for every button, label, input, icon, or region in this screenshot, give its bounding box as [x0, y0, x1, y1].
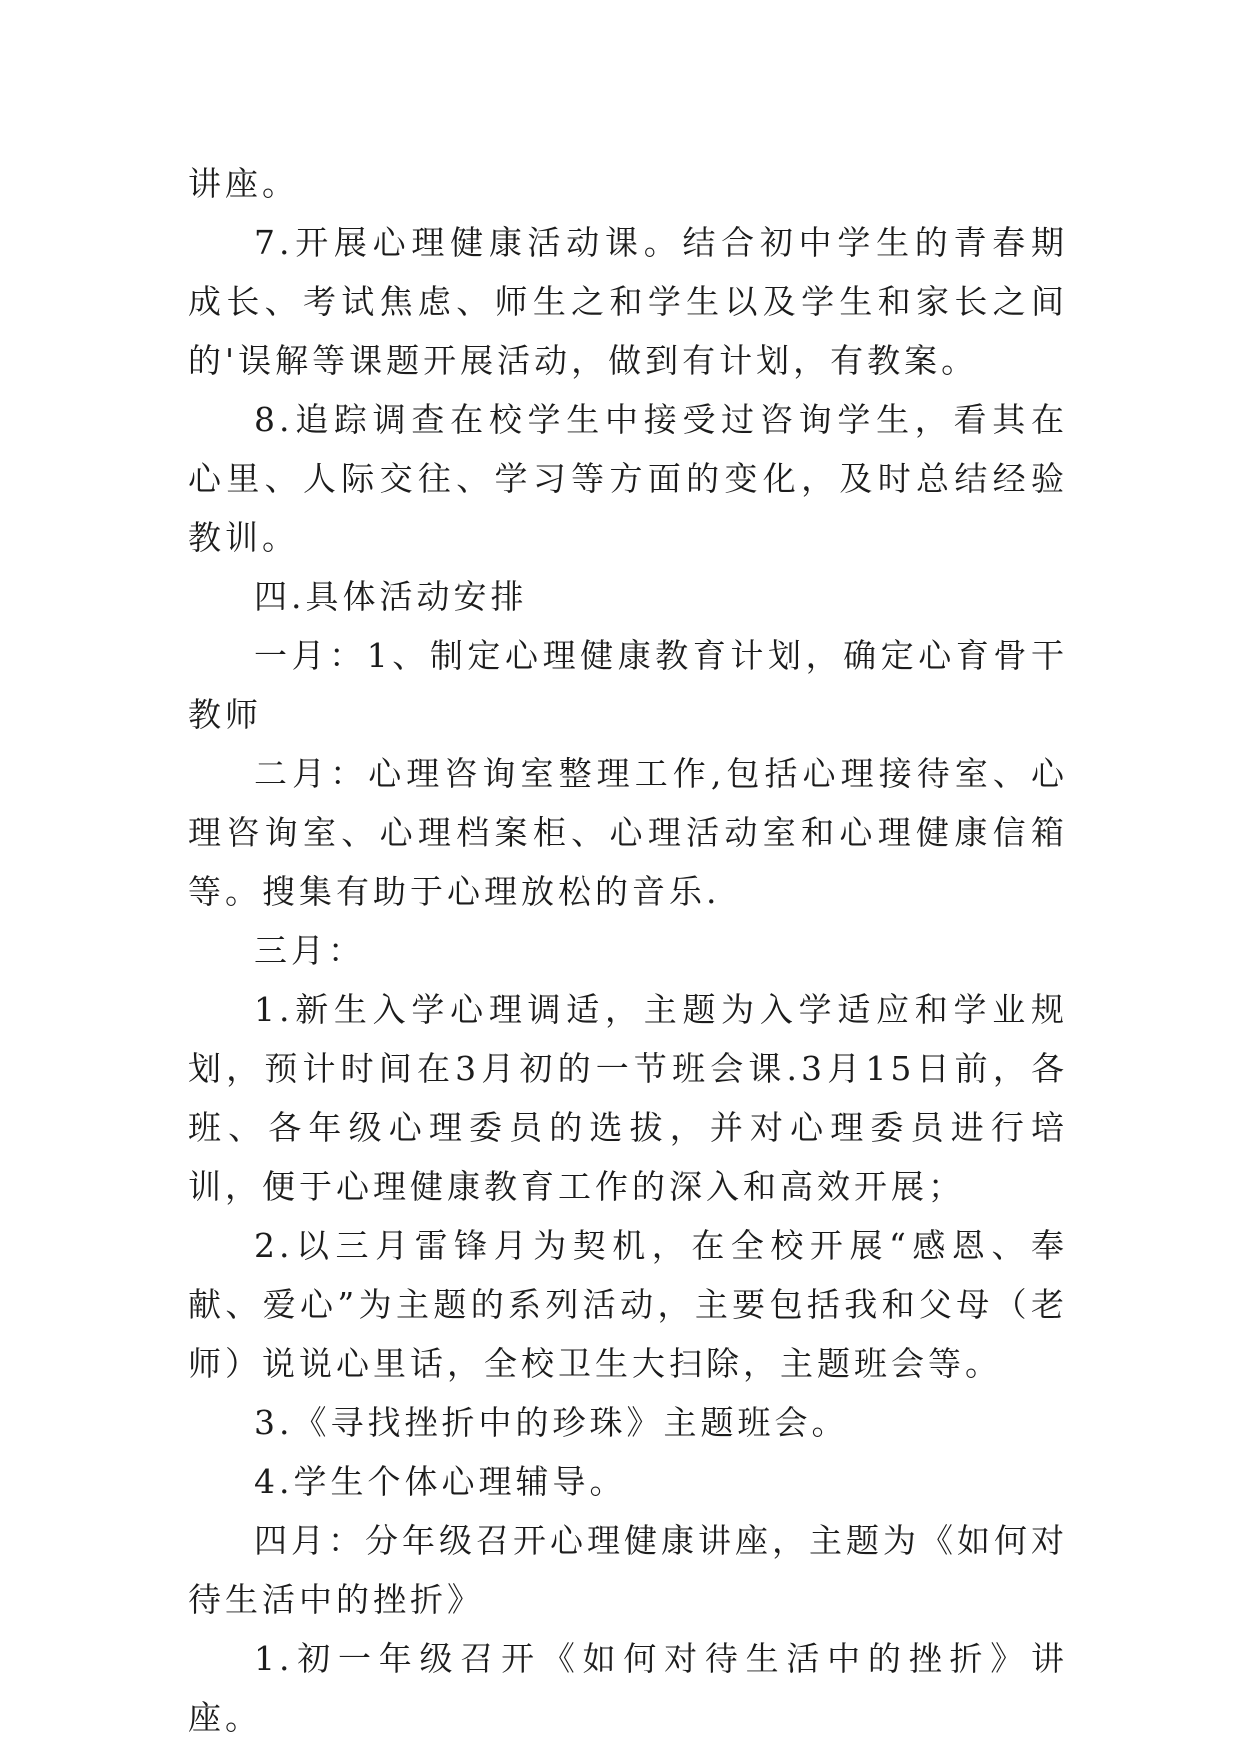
document-body [188, 154, 1068, 1747]
paragraph-march-item-4: 4.学生个体心理辅导。 [254, 1462, 627, 1501]
paragraph-item-7: 7.开展心理健康活动课。结合初中学生的青春期成长、考试焦虑、师生之和学生以及学生和家长之间的'误解等课题开展活动，做到有计划，有教案。 [188, 223, 1068, 380]
paragraph-march-heading: 三月： [254, 931, 365, 970]
paragraph-march-item-1: 1.新生入学心理调适，主题为入学适应和学业规划，预计时间在3月初的一节班会课.3月15日前，各班、各年级心理委员的选拔，并对心理委员进行培训，便于心理健康教育工作的深入和高效开展； [188, 990, 1068, 1206]
paragraph-march-item-2: 2.以三月雷锋月为契机，在全校开展“感恩、奉献、爱心”为主题的系列活动，主要包括我和父母（老师）说说心里话，全校卫生大扫除，主题班会等。 [188, 1226, 1068, 1383]
paragraph-lecture-end: 讲座。 [188, 164, 299, 203]
paragraph-february: 二月：心理咨询室整理工作,包括心理接待室、心理咨询室、心理档案柜、心理活动室和心理健康信箱等。搜集有助于心理放松的音乐. [188, 754, 1068, 911]
paragraph-march-item-3: 3.《寻找挫折中的珍珠》主题班会。 [254, 1403, 849, 1442]
section-heading-activities: 四.具体活动安排 [254, 577, 528, 616]
paragraph-item-8: 8.追踪调查在校学生中接受过咨询学生，看其在心里、人际交往、学习等方面的变化，及时总结经验教训。 [188, 400, 1068, 557]
paragraph-april: 四月：分年级召开心理健康讲座，主题为《如何对待生活中的挫折》 [188, 1521, 1068, 1619]
paragraph-january: 一月：1、制定心理健康教育计划，确定心育骨干教师 [188, 636, 1068, 734]
paragraph-april-item-1: 1.初一年级召开《如何对待生活中的挫折》讲座。 [188, 1639, 1068, 1737]
